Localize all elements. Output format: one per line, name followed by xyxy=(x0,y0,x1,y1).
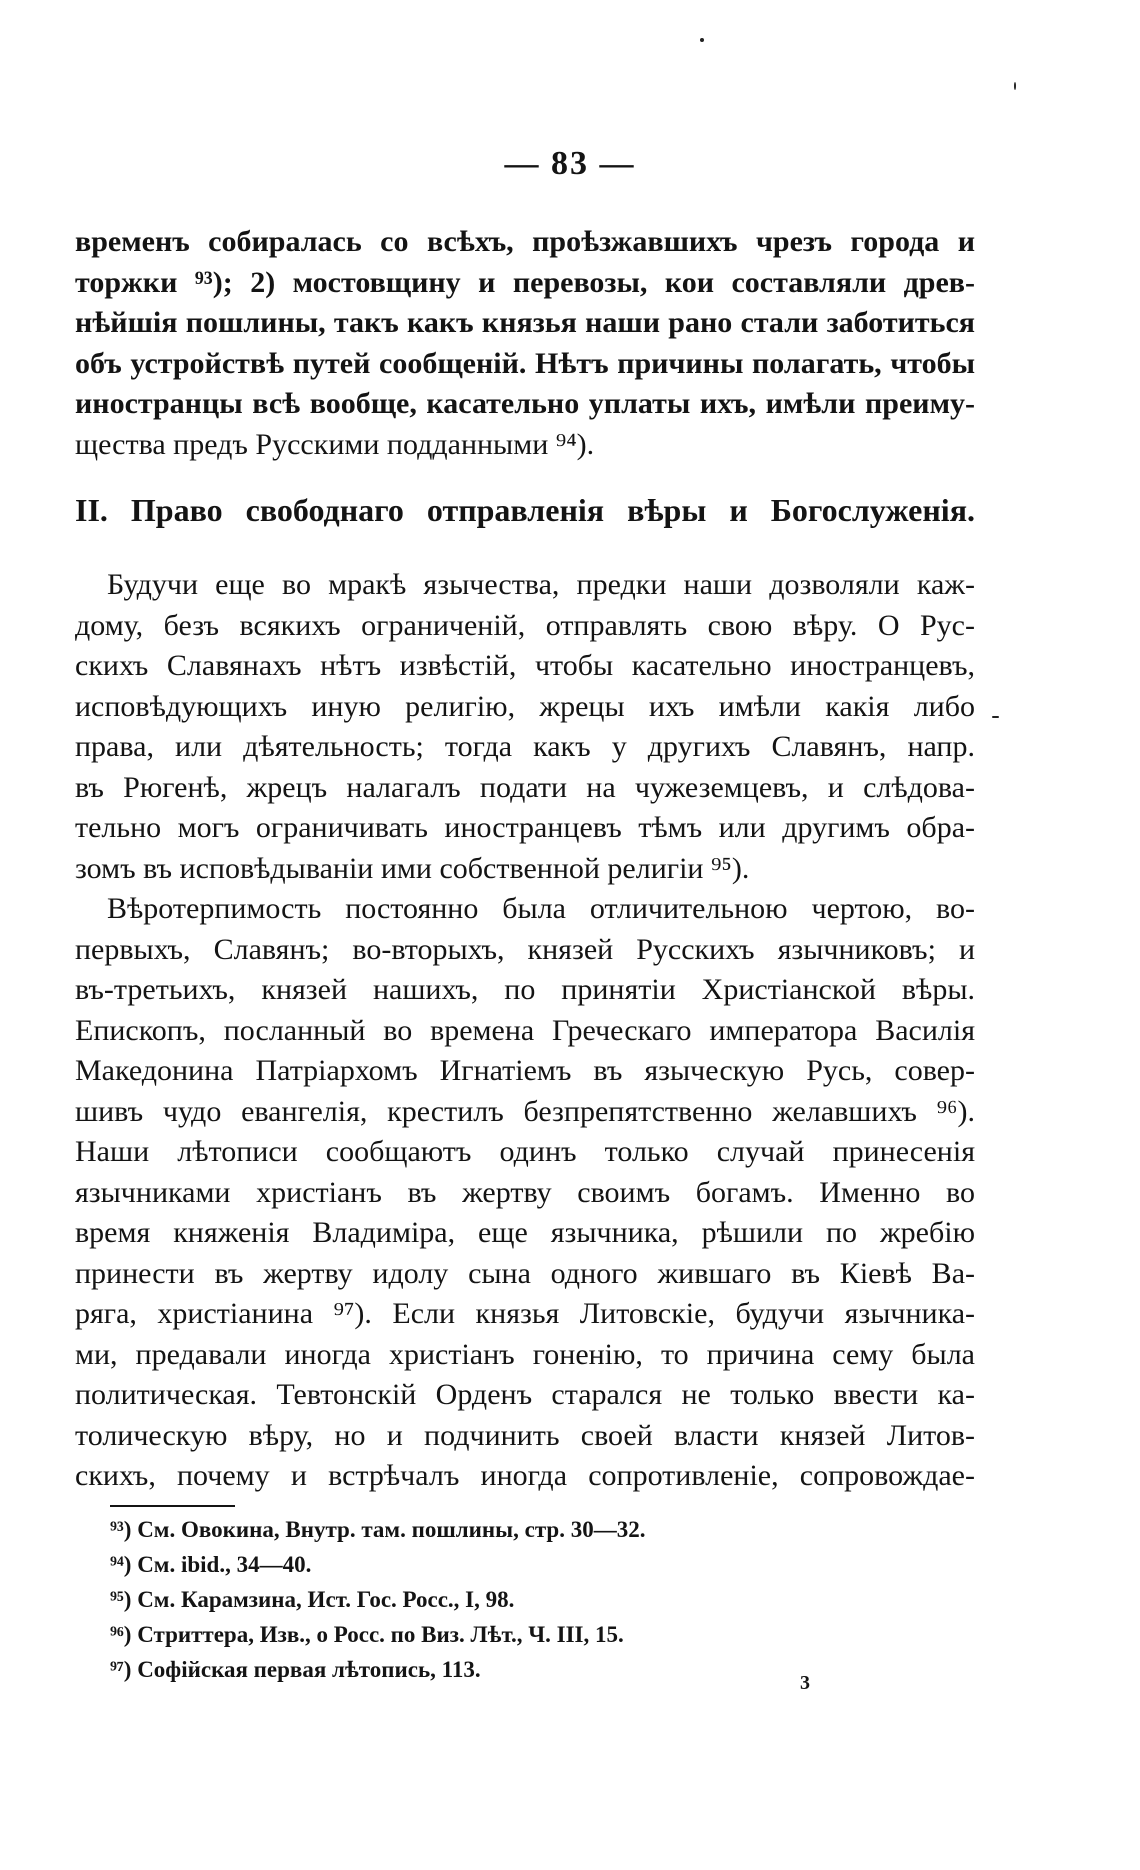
text-line: объ устройствѣ путей сообщеній. Нѣтъ причины полагать, чтобы xyxy=(75,346,975,380)
footnote: ⁹⁷) Софійская первая лѣтопись, 113. xyxy=(110,1657,481,1682)
text-line: Наши лѣтописи сообщаютъ одинъ только случай принесенія xyxy=(75,1135,975,1168)
text-line: принести въ жертву идолу сына одного жившаго въ Кіевѣ Ва- xyxy=(75,1256,975,1290)
text-line: дому, безъ всякихъ ограниченій, отправлять свою вѣру. О Рус- xyxy=(75,608,975,642)
scan-speck xyxy=(992,716,999,718)
text-line: ряга, христіанина ⁹⁷). Если князья Литовскіе, будучи язычника- xyxy=(75,1297,975,1330)
footnote: ⁹⁵) См. Карамзина, Ист. Гос. Росс., I, 98. xyxy=(110,1587,515,1612)
text-line: торжки ⁹³); 2) мостовщину и перевозы, кои составляли древ- xyxy=(75,265,975,299)
text-line: зомъ въ исповѣдываніи ими собственной религіи ⁹⁵). xyxy=(75,851,750,885)
text-line: въ Рюгенѣ, жрецъ налагалъ подати на чужеземцевъ, и слѣдова- xyxy=(75,770,975,804)
text-line: толическую вѣру, но и подчинить своей власти князей Литов- xyxy=(75,1418,975,1452)
text-line: ми, предавали иногда христіанъ гоненію, то причина сему была xyxy=(75,1337,975,1371)
text-line: иностранцы всѣ вообще, касательно уплаты ихъ, имѣли преиму- xyxy=(75,387,975,420)
text-line: нѣйшія пошлины, такъ какъ князья наши рано стали заботиться xyxy=(75,306,975,339)
text-line: временъ собиралась со всѣхъ, проѣзжавшихъ чрезъ города и xyxy=(75,225,975,258)
footnotes xyxy=(110,1512,910,1687)
text-line: скихъ, почему и встрѣчалъ иногда сопротивленіе, сопровождае- xyxy=(75,1459,975,1492)
paragraph-2 xyxy=(75,889,975,1497)
text-line: язычниками христіанъ въ жертву своимъ богамъ. Именно во xyxy=(75,1175,975,1209)
paragraph-1 xyxy=(75,565,975,889)
section-heading: II. Право свободнаго отправленія вѣры и Богослуженія. xyxy=(75,492,975,528)
text-line: первыхъ, Славянъ; во-вторыхъ, князей Русскихъ язычниковъ; и xyxy=(75,932,975,966)
scan-speck xyxy=(1014,82,1016,90)
footnote: ⁹³) См. Овокина, Внутр. там. пошлины, стр. 30—32. xyxy=(110,1517,646,1542)
page-number: — 83 — xyxy=(504,145,636,182)
footnote-divider xyxy=(110,1505,235,1507)
text-line: Македонина Патріархомъ Игнатіемъ въ языческую Русь, совер- xyxy=(75,1054,975,1087)
signature-mark: 3 xyxy=(800,1672,810,1694)
text-line: скихъ Славянахъ нѣтъ извѣстій, чтобы касательно иностранцевъ, xyxy=(75,649,975,682)
text-line: въ-третьихъ, князей нашихъ, по принятіи Христіанской вѣры. xyxy=(75,973,975,1006)
scan-speck xyxy=(700,38,704,42)
text-line: шивъ чудо евангелія, крестилъ безпрепятственно желавшихъ ⁹⁶). xyxy=(75,1094,975,1128)
footnote: ⁹⁶) Стриттера, Изв., о Росс. по Виз. Лѣт., Ч. III, 15. xyxy=(110,1622,624,1647)
text-line: время княженія Владиміра, еще язычника, рѣшили по жребію xyxy=(75,1216,975,1249)
text-line: Вѣротерпимость постоянно была отличительною чертою, во- xyxy=(107,892,975,925)
text-line: Епископъ, посланный во времена Греческаго императора Василія xyxy=(75,1013,975,1047)
text-line: тельно могъ ограничивать иностранцевъ тѣмъ или другимъ обра- xyxy=(75,811,975,844)
text-line: политическая. Тевтонскій Орденъ старался не только ввести ка- xyxy=(75,1378,975,1411)
footnote: ⁹⁴) См. ibid., 34—40. xyxy=(110,1552,312,1577)
text-line: права, или дѣятельность; тогда какъ у другихъ Славянъ, напр. xyxy=(75,730,975,763)
top-paragraph xyxy=(75,222,975,465)
text-line: Будучи еще во мракѣ язычества, предки наши дозволяли каж- xyxy=(107,568,975,601)
text-line: щества предъ Русскими подданными ⁹⁴). xyxy=(75,427,595,461)
text-line: исповѣдующихъ иную религію, жрецы ихъ имѣли какія либо xyxy=(75,689,975,723)
